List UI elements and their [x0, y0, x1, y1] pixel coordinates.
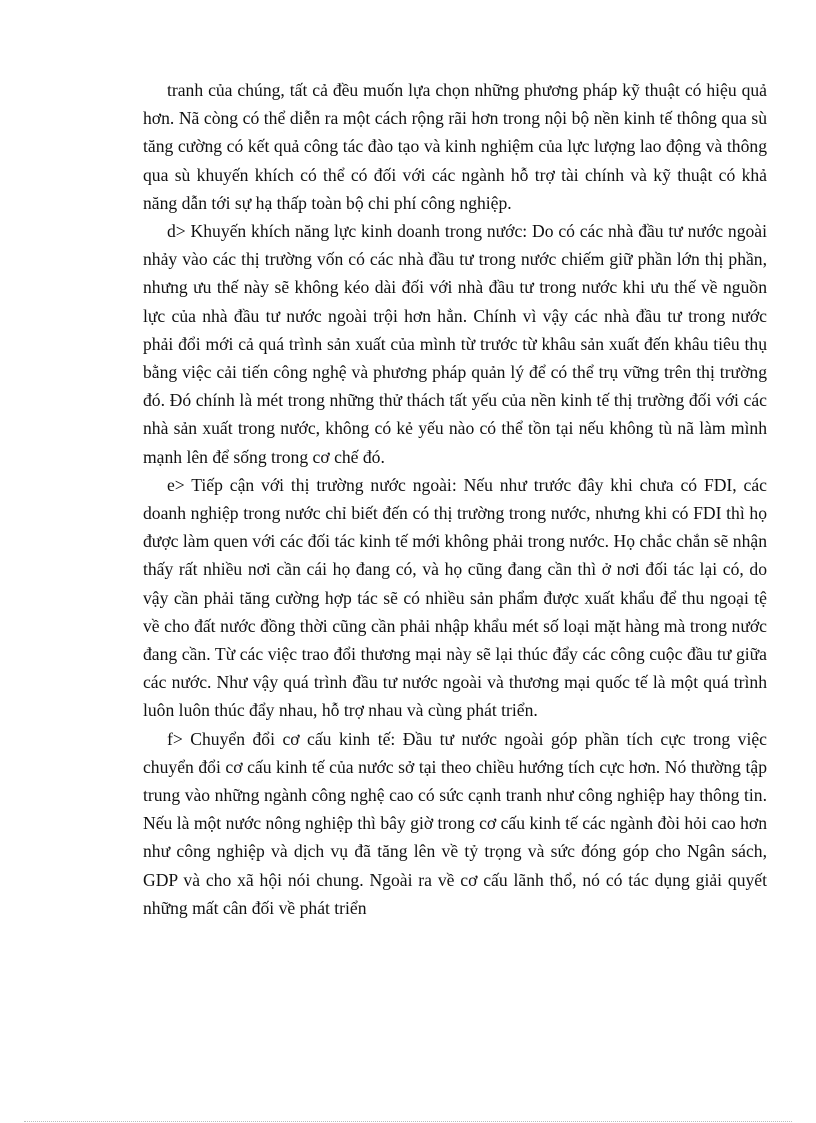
paragraph-f-economic-structure: f> Chuyển đổi cơ cấu kinh tế: Đầu tư nước ngoài góp phần tích cực trong việc chuyển đổi cơ cấu kinh tế của nước sở tại theo chiều hướng tích cực hơn. Nó thường tập trung vào những ngành công nghệ cao có sức cạnh tranh như công nghiệp hay thông tin. Nếu là một nước nông nghiệp thì bây giờ trong cơ cấu kinh tế các ngành đòi hỏi cao hơn như công nghiệp và dịch vụ đã tăng lên về tỷ trọng và sức đóng góp cho Ngân sách, GDP và cho xã hội nói chung. Ngoài ra về cơ cấu lãnh thổ, nó có tác dụng giải quyết những mất cân đối về phát triển: [143, 728, 767, 918]
document-body: [143, 76, 767, 922]
paragraph-continuation: tranh của chúng, tất cả đều muốn lựa chọn những phương pháp kỹ thuật có hiệu quả hơn. Nã còng có thể diễn ra một cách rộng rãi hơn trong nội bộ nền kinh tế thông qua sù tăng cường có kết quả công tác đào tạo và kinh nghiệm của lực lượng lao động và thông qua sù khuyến khích có thể có đối với các ngành hỗ trợ tài chính và kỹ thuật có khả năng dẫn tới sự hạ thấp toàn bộ chi phí công nghiệp.: [143, 80, 767, 213]
page-bottom-divider: [24, 1121, 792, 1122]
paragraph-d-domestic-business: d> Khuyến khích năng lực kinh doanh trong nước: Do có các nhà đầu tư nước ngoài nhảy vào các thị trường vốn có các nhà đầu tư trong nước chiếm giữ phần lớn thị phần, nhưng ưu thế này sẽ không kéo dài đối với nhà đầu tư trong nước khi ưu thế về nguồn lực của nhà đầu tư nước ngoài trội hơn hẳn. Chính vì vậy các nhà đầu tư trong nước phải đổi mới cả quá trình sản xuất của mình từ trước từ khâu sản xuất đến khâu tiêu thụ bằng việc cải tiến công nghệ và phương pháp quản lý để có thể trụ vững trên thị trường đó. Đó chính là mét trong những thử thách tất yếu của nền kinh tế thị trường đối với các nhà sản xuất trong nước, không có kẻ yếu nào có thể tồn tại nếu không tù nã làm mình mạnh lên để sống trong cơ chế đó.: [143, 221, 767, 467]
paragraph-e-foreign-markets: e> Tiếp cận với thị trường nước ngoài: Nếu như trước đây khi chưa có FDI, các doanh nghiệp trong nước chỉ biết đến có thị trường trong nước, nhưng khi có FDI thì họ được làm quen với các đối tác kinh tế mới không phải trong nước. Họ chắc chắn sẽ nhận thấy rất nhiều nơi cần cái họ đang có, và họ cũng đang cần thì ở nơi đối tác lại có, do vậy cần phải tăng cường hợp tác sẽ có nhiều sản phẩm được xuất khẩu để thu ngoại tệ về cho đất nước đồng thời cũng cần phải nhập khẩu mét số loại mặt hàng mà trong nước đang cần. Từ các việc trao đổi thương mại này sẽ lại thúc đẩy các công cuộc đầu tư giữa các nước. Như vậy quá trình đầu tư nước ngoài và thương mại quốc tế là một quá trình luôn luôn thúc đẩy nhau, hỗ trợ nhau và cùng phát triển.: [143, 474, 767, 721]
